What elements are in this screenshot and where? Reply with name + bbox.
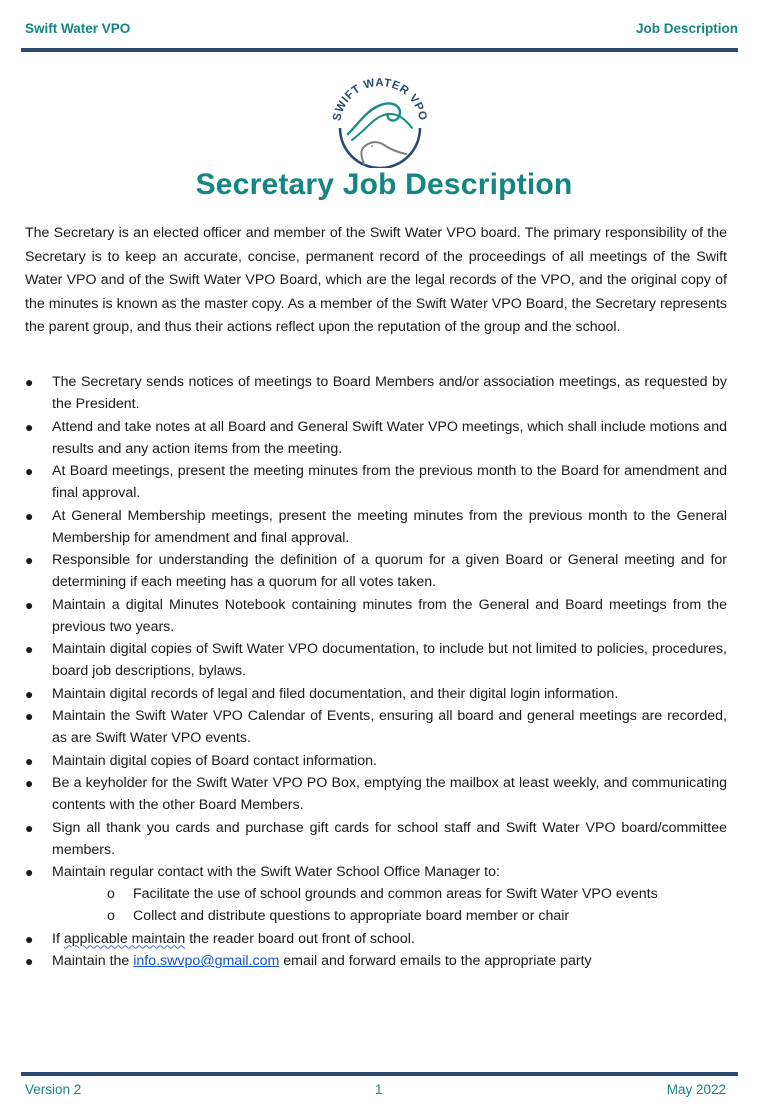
list-item: ● At Board meetings, present the meeting minutes from the previous month to the Board for amendment and final approval. <box>25 460 727 504</box>
swift-water-vpo-logo-icon <box>326 68 434 168</box>
bullet-icon: ● <box>25 507 34 524</box>
header-org-name: Swift Water VPO <box>25 20 131 36</box>
list-item: ● Sign all thank you cards and purchase gift cards for school staff and Swift Water VPO board/committee members. <box>25 817 727 861</box>
office-manager-sublist <box>52 883 727 927</box>
page-header <box>25 18 738 38</box>
circle-bullet-icon: o <box>107 886 115 902</box>
list-item: ● If applicable maintain the reader board out front of school. <box>25 928 727 950</box>
bullet-icon: ● <box>25 552 34 568</box>
footer-divider <box>21 1072 738 1076</box>
header-doc-type: Job Description <box>635 20 738 36</box>
footer-date: May 2022 <box>666 1081 726 1097</box>
list-item: ● The Secretary sends notices of meetings to Board Members and/or association meetings, as requested by the President. <box>25 371 727 415</box>
list-item: ● Maintain regular contact with the Swift Water School Office Manager to: o Facilitate the use of school grounds and common areas for Swift Water VPO events o Collect and distribute questions to appropriate board member or chair <box>25 861 727 927</box>
email-link[interactable]: info.swvpo@gmail.com <box>133 953 280 969</box>
list-item: ● Attend and take notes at all Board and General Swift Water VPO meetings, which shall include motions and results and any action items from the meeting. <box>25 416 727 460</box>
footer-page-number: 1 <box>375 1081 383 1097</box>
bullet-icon: ● <box>25 596 34 613</box>
logo-text: SWIFT WATER VPO <box>331 76 429 123</box>
bullet-icon: ● <box>25 953 34 969</box>
list-item: ● At General Membership meetings, present the meeting minutes from the previous month to the General Membership for amendment and final approval. <box>25 505 727 549</box>
page-footer <box>25 1080 726 1098</box>
bullet-icon: ● <box>25 685 34 702</box>
intro-paragraph: The Secretary is an elected officer and member of the Swift Water VPO board. The primary responsibility of the Secretary is to keep an accurate, concise, permanent record of the proceedings of all meetings of the Swift Water VPO and of the Swift Water VPO Board, which are the legal records of the VPO, and the original copy of the minutes is known as the master copy. As a member of the Swift Water VPO Board, the Secretary represents the parent group, and thus their actions reflect upon the reputation of the group and the school. <box>25 225 727 335</box>
list-item: ● Maintain digital copies of Board contact information. <box>25 750 727 772</box>
bullet-icon: ● <box>25 752 34 769</box>
sub-list-item: o Collect and distribute questions to appropriate board member or chair <box>52 905 727 927</box>
spellcheck-flagged-text[interactable]: applicable maintain <box>63 930 186 947</box>
list-item: ● Maintain digital records of legal and filed documentation, and their digital login information. <box>25 683 727 705</box>
page-title: Secretary Job Description <box>195 168 573 201</box>
list-item: ● Responsible for understanding the definition of a quorum for a given Board or General meeting and for determining if each meeting has a quorum for all votes taken. <box>25 549 727 593</box>
circle-bullet-icon: o <box>107 908 115 924</box>
list-item: ● Maintain digital copies of Swift Water VPO documentation, to include but not limited to policies, procedures, board job descriptions, bylaws. <box>25 638 727 682</box>
list-item: ● Maintain the Swift Water VPO Calendar of Events, ensuring all board and general meetings are recorded, as are Swift Water VPO events. <box>25 705 727 749</box>
list-item: ● Maintain the info.swvpo@gmail.com email and forward emails to the appropriate party <box>25 950 727 972</box>
bullet-icon: ● <box>25 819 34 836</box>
bullet-icon: ● <box>25 930 34 947</box>
bullet-icon: ● <box>25 641 34 657</box>
sub-list-item: o Facilitate the use of school grounds and common areas for Swift Water VPO events <box>52 883 727 905</box>
bullet-icon: ● <box>25 864 34 880</box>
svg-text:SWIFT WATER VPO <box>331 77 428 122</box>
bullet-icon: ● <box>25 775 34 791</box>
bullet-icon: ● <box>25 418 34 435</box>
list-item: ● Be a keyholder for the Swift Water VPO PO Box, emptying the mailbox at least weekly, and communicating contents with the other Board Members. <box>25 772 727 816</box>
list-item: ● Maintain a digital Minutes Notebook containing minutes from the General and Board meetings from the previous two years. <box>25 594 727 638</box>
header-divider <box>21 48 738 52</box>
duties-list <box>25 371 727 973</box>
bullet-icon: ● <box>25 374 34 390</box>
footer-version: Version 2 <box>25 1081 82 1097</box>
bullet-icon: ● <box>25 708 34 724</box>
bullet-icon: ● <box>25 463 34 479</box>
